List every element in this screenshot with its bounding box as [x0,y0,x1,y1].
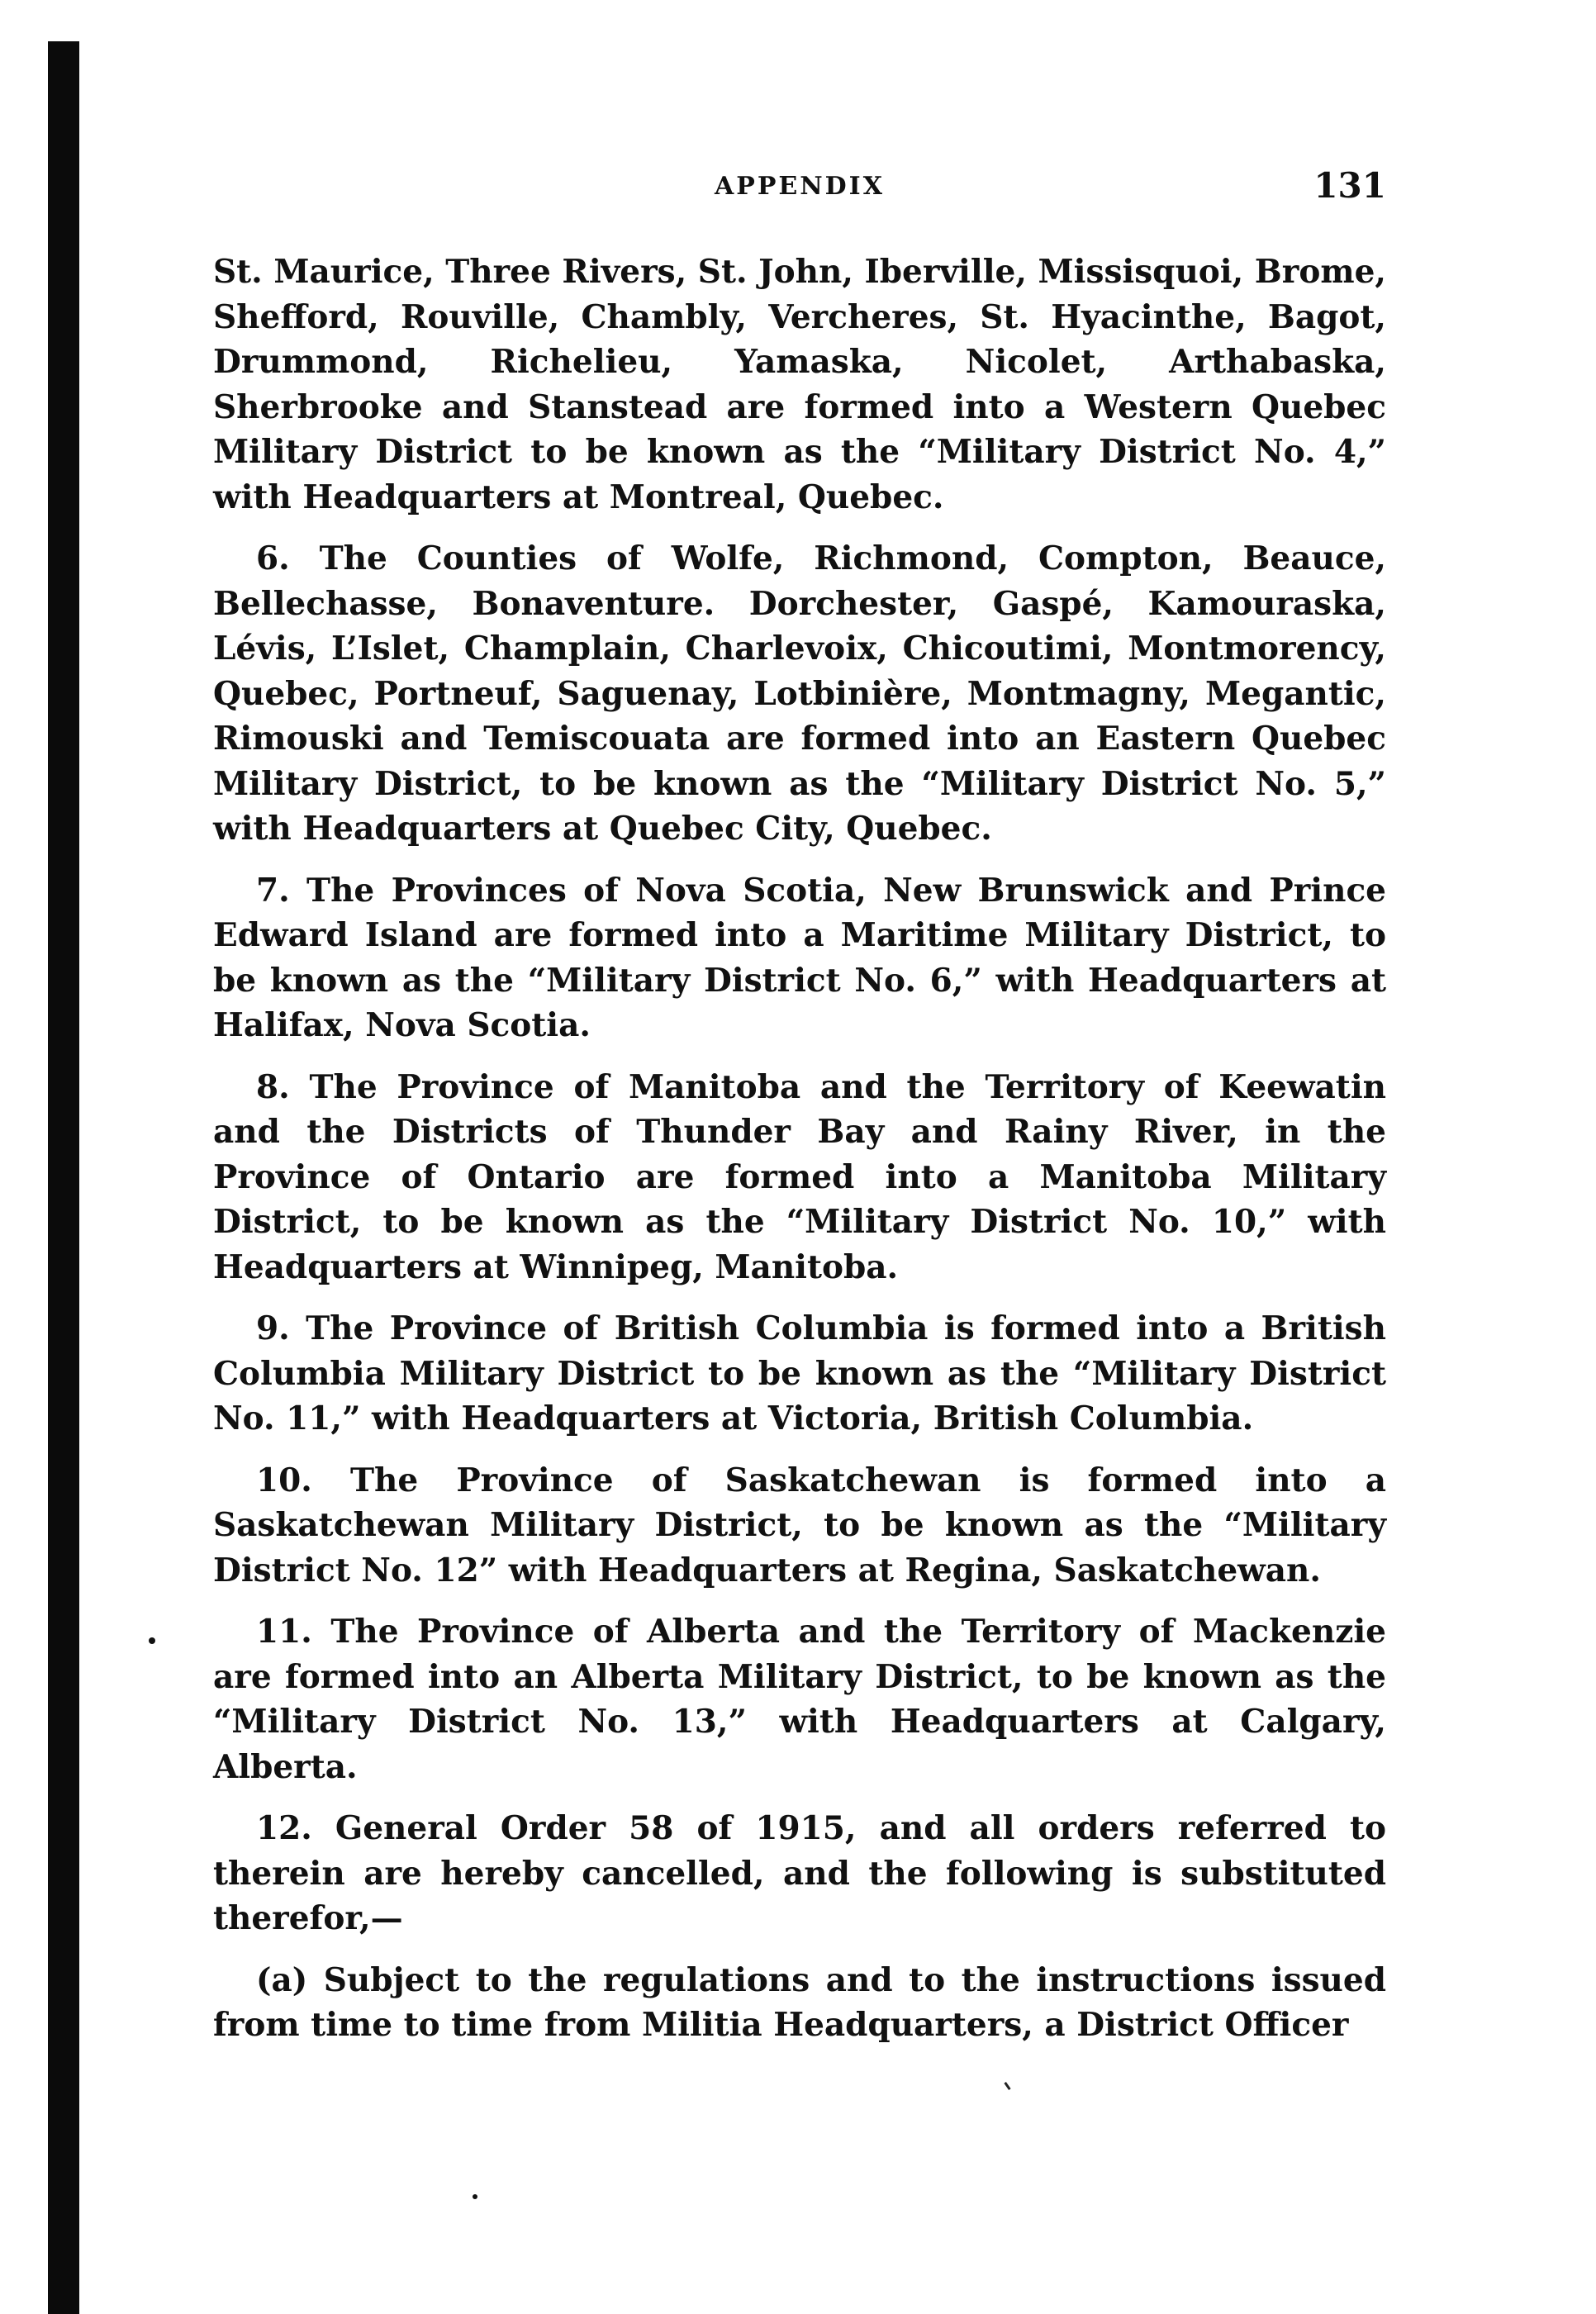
paragraph-11: 11. The Province of Alberta and the Territory of Mackenzie are formed into an Alberta Military District, to be known as the “Military District No. 13,” with Headquarters at Calgary, Alberta. [213,1613,1386,1786]
paragraph-6: 6. The Counties of Wolfe, Richmond, Compton, Beauce, Bellechasse, Bonaventure. Dorchester, Gaspé, Kamouraska, Lévis, L’Islet, Champlain, Charlevoix, Chicoutimi, Montmorency, Quebec, Portneuf, Saguenay, Lotbinière, Montmagny, Megantic, Rimouski and Temiscouata are formed into an Eastern Quebec Military District, to be known as the “Military District No. 5,” with Headquarters at Quebec City, Quebec. [213,539,1386,848]
paragraph-12a: (a) Subject to the regulations and to the instructions issued from time to time from Militia Headquarters, a District Officer [213,1960,1386,2044]
page-header [213,165,1386,221]
paragraph-8: 8. The Province of Manitoba and the Territory of Keewatin and the Districts of Thunder Bay and Rainy River, in the Province of Ontario are formed into a Manitoba Military District, to be known as the “Military District No. 10,” with Headquarters at Winnipeg, Manitoba. [213,1067,1386,1286]
scan-dot [473,2194,477,2199]
paragraph-10: 10. The Province of Saskatchewan is formed into a Saskatchewan Military District, to be known as the “Military District No. 12” with Headquarters at Regina, Saskatchewan. [213,1461,1386,1589]
running-head: APPENDIX [714,172,885,201]
binding-edge [48,41,79,2314]
margin-dot [149,1637,155,1644]
paragraph-9: 9. The Province of British Columbia is formed into a British Columbia Military District to be known as the “Military District No. 11,” with Headquarters at Victoria, British Columbia. [213,1309,1386,1437]
scan-speck [1004,2082,1010,2090]
page-body [213,249,1386,2065]
paragraph-7: 7. The Provinces of Nova Scotia, New Brunswick and Prince Edward Island are formed into a Maritime Military District, to be known as the “Military District No. 6,” with Headquarters at Halifax, Nova Scotia. [213,871,1386,1044]
page-number: 131 [1313,165,1386,206]
paragraph-continuation: St. Maurice, Three Rivers, St. John, Iberville, Missisquoi, Brome, Shefford, Rouville, Chambly, Vercheres, St. Hyacinthe, Bagot, Drummond, Richelieu, Yamaska, Nicolet, Arthabaska, Sherbrooke and Stanstead are formed into a Western Quebec Military District to be known as the “Military District No. 4,” with Headquarters at Montreal, Quebec. [213,253,1386,516]
paragraph-12: 12. General Order 58 of 1915, and all orders referred to therein are hereby cancelled, and the following is substituted therefor,— [213,1809,1386,1937]
